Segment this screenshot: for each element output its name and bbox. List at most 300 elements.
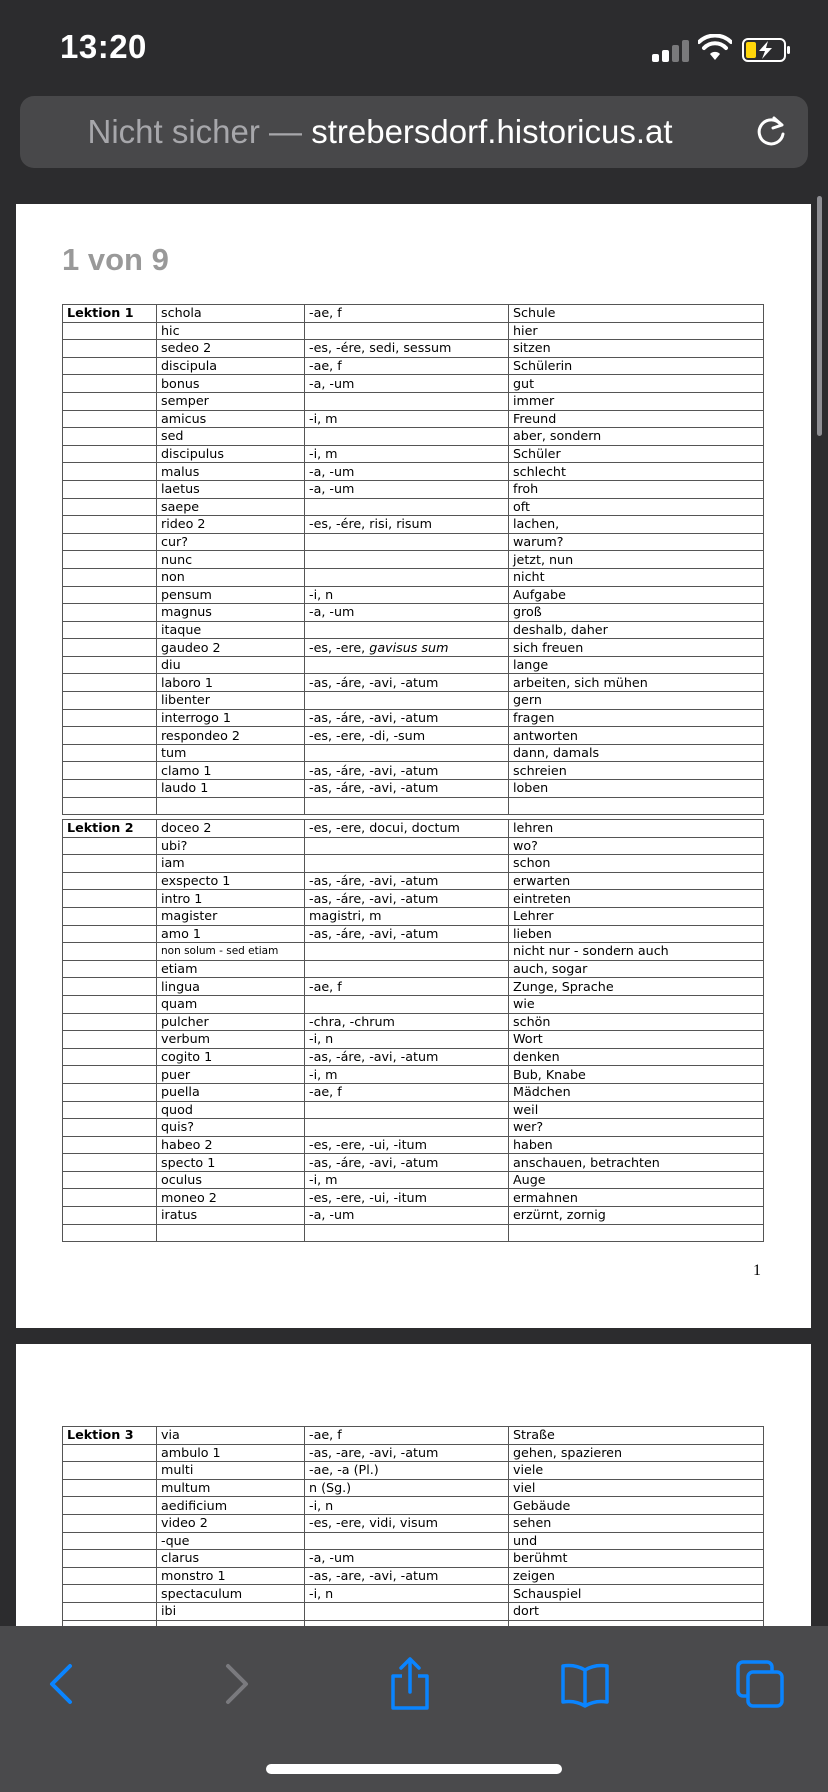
empty-cell (63, 995, 157, 1013)
word-forms: -a, -um (305, 375, 509, 393)
empty-cell (63, 1119, 157, 1137)
german-meaning: immer (509, 392, 764, 410)
word-forms: -es, -ere, -di, -sum (305, 727, 509, 745)
table-row (63, 943, 764, 961)
empty-cell (63, 1189, 157, 1207)
table-row (63, 744, 764, 762)
latin-word: intro 1 (157, 890, 305, 908)
word-forms: -a, -um (305, 1207, 509, 1225)
empty-cell (63, 357, 157, 375)
word-forms: -es, -ere, gavisus sum (305, 639, 509, 657)
german-meaning: erzürnt, zornig (509, 1207, 764, 1225)
latin-word: libenter (157, 692, 305, 710)
lesson-label: Lektion 1 (63, 305, 157, 323)
home-indicator (266, 1764, 562, 1774)
german-meaning: ermahnen (509, 1189, 764, 1207)
latin-word: quod (157, 1101, 305, 1119)
table-row (63, 709, 764, 727)
latin-word: quam (157, 995, 305, 1013)
table-row (63, 692, 764, 710)
german-meaning: dort (509, 1602, 764, 1620)
german-meaning: lehren (509, 820, 764, 838)
empty-cell (63, 340, 157, 358)
german-meaning: auch, sogar (509, 960, 764, 978)
empty-cell (63, 445, 157, 463)
latin-word: bonus (157, 375, 305, 393)
word-forms: -es, -ére, sedi, sessum (305, 340, 509, 358)
latin-word: habeo 2 (157, 1136, 305, 1154)
table-row (63, 1171, 764, 1189)
word-forms: -i, m (305, 445, 509, 463)
empty-cell (63, 568, 157, 586)
word-forms: -as, -áre, -avi, -atum (305, 872, 509, 890)
latin-word: ubi? (157, 837, 305, 855)
table-row (63, 551, 764, 569)
empty-cell (63, 1101, 157, 1119)
wifi-icon (698, 34, 732, 62)
empty-cell (63, 1224, 157, 1242)
german-meaning: und (509, 1532, 764, 1550)
empty-cell (63, 1031, 157, 1049)
word-forms (305, 656, 509, 674)
empty-cell (63, 1048, 157, 1066)
german-meaning: eintreten (509, 890, 764, 908)
word-forms (305, 960, 509, 978)
word-forms (305, 744, 509, 762)
scrollbar-thumb[interactable] (817, 196, 822, 436)
word-forms: -as, -áre, -avi, -atum (305, 1048, 509, 1066)
german-meaning: sich freuen (509, 639, 764, 657)
word-forms (305, 943, 509, 961)
word-forms (305, 1119, 509, 1137)
table-row (63, 855, 764, 873)
table-row (63, 1550, 764, 1568)
empty-cell (63, 925, 157, 943)
empty-cell (157, 1224, 305, 1242)
german-meaning: Schülerin (509, 357, 764, 375)
word-forms (305, 568, 509, 586)
latin-word: monstro 1 (157, 1567, 305, 1585)
latin-word: amicus (157, 410, 305, 428)
latin-word: exspecto 1 (157, 872, 305, 890)
word-forms: -i, m (305, 1066, 509, 1084)
german-meaning: schon (509, 855, 764, 873)
word-forms: -as, -are, -avi, -atum (305, 1444, 509, 1462)
latin-word: iam (157, 855, 305, 873)
empty-cell (63, 943, 157, 961)
german-meaning: antworten (509, 727, 764, 745)
latin-word: rideo 2 (157, 516, 305, 534)
word-forms (305, 1532, 509, 1550)
empty-cell (63, 1462, 157, 1480)
empty-cell (63, 692, 157, 710)
empty-cell (63, 639, 157, 657)
battery-charging-icon (742, 38, 792, 62)
table-row (63, 1462, 764, 1480)
german-meaning: wie (509, 995, 764, 1013)
table-row (63, 1585, 764, 1603)
table-row (63, 1101, 764, 1119)
latin-word: clarus (157, 1550, 305, 1568)
empty-cell (63, 1444, 157, 1462)
table-row (63, 925, 764, 943)
latin-word: sed (157, 428, 305, 446)
german-meaning: weil (509, 1101, 764, 1119)
latin-word: moneo 2 (157, 1189, 305, 1207)
latin-word: puella (157, 1083, 305, 1101)
german-meaning: Aufgabe (509, 586, 764, 604)
table-row (63, 357, 764, 375)
word-forms: -as, -áre, -avi, -atum (305, 709, 509, 727)
german-meaning: sitzen (509, 340, 764, 358)
table-row (63, 978, 764, 996)
empty-cell (63, 498, 157, 516)
table-row (63, 1427, 764, 1445)
latin-word: laboro 1 (157, 674, 305, 692)
german-meaning: Schule (509, 305, 764, 323)
table-row (63, 872, 764, 890)
table-row (63, 727, 764, 745)
german-meaning: warum? (509, 533, 764, 551)
empty-cell (63, 516, 157, 534)
latin-word: itaque (157, 621, 305, 639)
empty-cell (63, 978, 157, 996)
empty-cell (63, 533, 157, 551)
word-forms (305, 855, 509, 873)
word-forms: -as, -áre, -avi, -atum (305, 925, 509, 943)
latin-word: tum (157, 744, 305, 762)
reload-icon[interactable] (752, 113, 790, 151)
german-meaning: hier (509, 322, 764, 340)
table-row (63, 797, 764, 815)
word-forms (305, 621, 509, 639)
table-row (63, 907, 764, 925)
latin-word: diu (157, 656, 305, 674)
empty-cell (305, 1224, 509, 1242)
word-forms (305, 322, 509, 340)
german-meaning: Auge (509, 1171, 764, 1189)
table-row (63, 516, 764, 534)
german-meaning: anschauen, betrachten (509, 1154, 764, 1172)
german-meaning: zeigen (509, 1567, 764, 1585)
table-row (63, 1207, 764, 1225)
word-forms: -i, n (305, 1585, 509, 1603)
empty-cell (63, 586, 157, 604)
empty-cell (63, 890, 157, 908)
table-row (63, 1514, 764, 1532)
german-meaning: denken (509, 1048, 764, 1066)
table-row (63, 533, 764, 551)
word-forms: -a, -um (305, 1550, 509, 1568)
table-row (63, 1154, 764, 1172)
word-forms: -chra, -chrum (305, 1013, 509, 1031)
lesson-label: Lektion 2 (63, 820, 157, 838)
latin-word: sedeo 2 (157, 340, 305, 358)
word-forms: -es, -ere, -ui, -itum (305, 1136, 509, 1154)
word-forms: -ae, f (305, 357, 509, 375)
german-meaning: Schüler (509, 445, 764, 463)
german-meaning: Zunge, Sprache (509, 978, 764, 996)
german-meaning: erwarten (509, 872, 764, 890)
table-row (63, 1136, 764, 1154)
empty-cell (63, 744, 157, 762)
word-forms: -es, -ere, docui, doctum (305, 820, 509, 838)
tabs-icon[interactable] (730, 1654, 790, 1714)
word-forms: -as, -are, -avi, -atum (305, 1567, 509, 1585)
empty-cell (509, 797, 764, 815)
table-row (63, 1444, 764, 1462)
table-row (63, 480, 764, 498)
word-forms: -i, n (305, 586, 509, 604)
empty-cell (63, 780, 157, 798)
latin-word: non (157, 568, 305, 586)
word-forms: -ae, -a (Pl.) (305, 1462, 509, 1480)
word-forms (305, 692, 509, 710)
table-row (63, 1224, 764, 1242)
status-time: 13:20 (60, 28, 147, 65)
empty-cell (63, 855, 157, 873)
latin-word: doceo 2 (157, 820, 305, 838)
latin-word: verbum (157, 1031, 305, 1049)
latin-word: discipulus (157, 445, 305, 463)
empty-cell (63, 1479, 157, 1497)
german-meaning: Schauspiel (509, 1585, 764, 1603)
latin-word: magister (157, 907, 305, 925)
word-forms: n (Sg.) (305, 1479, 509, 1497)
latin-word: oculus (157, 1171, 305, 1189)
empty-cell (63, 1567, 157, 1585)
empty-cell (63, 375, 157, 393)
back-icon[interactable] (32, 1654, 92, 1714)
empty-cell (63, 1066, 157, 1084)
german-meaning: gern (509, 692, 764, 710)
latin-word: video 2 (157, 1514, 305, 1532)
word-forms: -a, -um (305, 480, 509, 498)
empty-cell (63, 1550, 157, 1568)
word-forms: -ae, f (305, 1083, 509, 1101)
word-forms: -es, -ere, vidi, visum (305, 1514, 509, 1532)
german-meaning: Straße (509, 1427, 764, 1445)
word-forms: -as, -áre, -avi, -atum (305, 780, 509, 798)
latin-word: laetus (157, 480, 305, 498)
latin-word: pensum (157, 586, 305, 604)
table-row (63, 410, 764, 428)
not-secure-label: Nicht sicher — (87, 113, 312, 150)
latin-word: iratus (157, 1207, 305, 1225)
table-row (63, 995, 764, 1013)
latin-word: puer (157, 1066, 305, 1084)
german-meaning: Gebäude (509, 1497, 764, 1515)
pdf-page-1 (16, 204, 811, 1328)
empty-cell (63, 656, 157, 674)
empty-cell (63, 1602, 157, 1620)
latin-word: respondeo 2 (157, 727, 305, 745)
empty-cell (63, 392, 157, 410)
german-meaning: arbeiten, sich mühen (509, 674, 764, 692)
empty-cell (63, 837, 157, 855)
latin-word: saepe (157, 498, 305, 516)
empty-cell (63, 1514, 157, 1532)
latin-word: multum (157, 1479, 305, 1497)
empty-cell (157, 797, 305, 815)
page-number: 1 (753, 1262, 761, 1279)
word-forms (305, 995, 509, 1013)
empty-cell (63, 1532, 157, 1550)
empty-cell (63, 1207, 157, 1225)
word-forms: -as, -áre, -avi, -atum (305, 1154, 509, 1172)
german-meaning: aber, sondern (509, 428, 764, 446)
url-text[interactable] (20, 96, 740, 168)
table-row (63, 621, 764, 639)
table-row (63, 639, 764, 657)
german-meaning: schön (509, 1013, 764, 1031)
word-forms (305, 1602, 509, 1620)
latin-word: laudo 1 (157, 780, 305, 798)
german-meaning: fragen (509, 709, 764, 727)
empty-cell (63, 907, 157, 925)
url-domain: strebersdorf.historicus.at (311, 113, 673, 150)
empty-cell (63, 1013, 157, 1031)
latin-word: aedificium (157, 1497, 305, 1515)
empty-cell (509, 1224, 764, 1242)
table-row (63, 1083, 764, 1101)
empty-cell (63, 604, 157, 622)
table-row (63, 1031, 764, 1049)
pdf-viewer[interactable] (0, 188, 828, 1626)
latin-word: via (157, 1427, 305, 1445)
latin-word: cogito 1 (157, 1048, 305, 1066)
table-row (63, 568, 764, 586)
lesson-label: Lektion 3 (63, 1427, 157, 1445)
table-row (63, 428, 764, 446)
word-forms: -as, -áre, -avi, -atum (305, 674, 509, 692)
empty-cell (63, 1083, 157, 1101)
latin-word: ambulo 1 (157, 1444, 305, 1462)
vocab-table-lesson-3 (62, 1426, 764, 1626)
german-meaning: nicht (509, 568, 764, 586)
latin-word: etiam (157, 960, 305, 978)
table-row (63, 392, 764, 410)
empty-cell (63, 762, 157, 780)
latin-word: gaudeo 2 (157, 639, 305, 657)
german-meaning: froh (509, 480, 764, 498)
cellular-signal-icon (652, 40, 692, 62)
word-forms: -i, n (305, 1497, 509, 1515)
table-row (63, 837, 764, 855)
latin-word: amo 1 (157, 925, 305, 943)
empty-cell (63, 1585, 157, 1603)
table-row (63, 820, 764, 838)
vocab-table-lesson-2 (62, 819, 764, 1242)
latin-word: schola (157, 305, 305, 323)
german-meaning: oft (509, 498, 764, 516)
bookmarks-icon[interactable] (555, 1654, 615, 1714)
latin-word: ibi (157, 1602, 305, 1620)
word-forms: -i, m (305, 410, 509, 428)
empty-cell (63, 428, 157, 446)
german-meaning: groß (509, 604, 764, 622)
empty-cell (63, 709, 157, 727)
german-meaning: schreien (509, 762, 764, 780)
empty-cell (305, 797, 509, 815)
table-row (63, 1013, 764, 1031)
table-row (63, 586, 764, 604)
latin-word: -que (157, 1532, 305, 1550)
german-meaning: wo? (509, 837, 764, 855)
latin-word: nunc (157, 551, 305, 569)
german-meaning: Bub, Knabe (509, 1066, 764, 1084)
share-icon[interactable] (380, 1654, 440, 1714)
empty-cell (63, 551, 157, 569)
latin-word: magnus (157, 604, 305, 622)
word-forms: -es, -ére, risi, risum (305, 516, 509, 534)
table-row (63, 1567, 764, 1585)
german-meaning: jetzt, nun (509, 551, 764, 569)
german-meaning: Lehrer (509, 907, 764, 925)
latin-word: malus (157, 463, 305, 481)
german-meaning: Mädchen (509, 1083, 764, 1101)
german-meaning: viele (509, 1462, 764, 1480)
table-row (63, 604, 764, 622)
word-forms-text: -es, -ere, (309, 639, 370, 655)
table-row (63, 1479, 764, 1497)
latin-word: multi (157, 1462, 305, 1480)
german-meaning: berühmt (509, 1550, 764, 1568)
german-meaning: lieben (509, 925, 764, 943)
table-row (63, 960, 764, 978)
table-row (63, 445, 764, 463)
table-row (63, 305, 764, 323)
word-forms (305, 428, 509, 446)
pdf-page-2 (16, 1344, 811, 1626)
table-row (63, 1497, 764, 1515)
german-meaning: gehen, spazieren (509, 1444, 764, 1462)
latin-word: clamo 1 (157, 762, 305, 780)
table-row (63, 322, 764, 340)
word-forms: -ae, f (305, 305, 509, 323)
table-row (63, 674, 764, 692)
table-row (63, 1532, 764, 1550)
empty-cell (63, 1154, 157, 1172)
german-meaning: deshalb, daher (509, 621, 764, 639)
german-meaning: wer? (509, 1119, 764, 1137)
table-row (63, 340, 764, 358)
table-row (63, 1119, 764, 1137)
german-meaning: loben (509, 780, 764, 798)
latin-word: cur? (157, 533, 305, 551)
empty-cell (63, 674, 157, 692)
word-forms: -es, -ere, -ui, -itum (305, 1189, 509, 1207)
word-forms (305, 533, 509, 551)
empty-cell (63, 960, 157, 978)
word-forms (305, 551, 509, 569)
empty-cell (63, 322, 157, 340)
table-row (63, 762, 764, 780)
latin-word: semper (157, 392, 305, 410)
word-forms (305, 498, 509, 516)
forward-icon[interactable] (206, 1654, 266, 1714)
german-meaning: sehen (509, 1514, 764, 1532)
empty-cell (63, 480, 157, 498)
german-meaning: schlecht (509, 463, 764, 481)
word-forms: -i, n (305, 1031, 509, 1049)
vocab-table-lesson-1 (62, 304, 764, 815)
german-meaning: lange (509, 656, 764, 674)
word-forms (305, 1101, 509, 1119)
address-bar[interactable] (20, 96, 808, 168)
word-forms (305, 392, 509, 410)
latin-word: hic (157, 322, 305, 340)
